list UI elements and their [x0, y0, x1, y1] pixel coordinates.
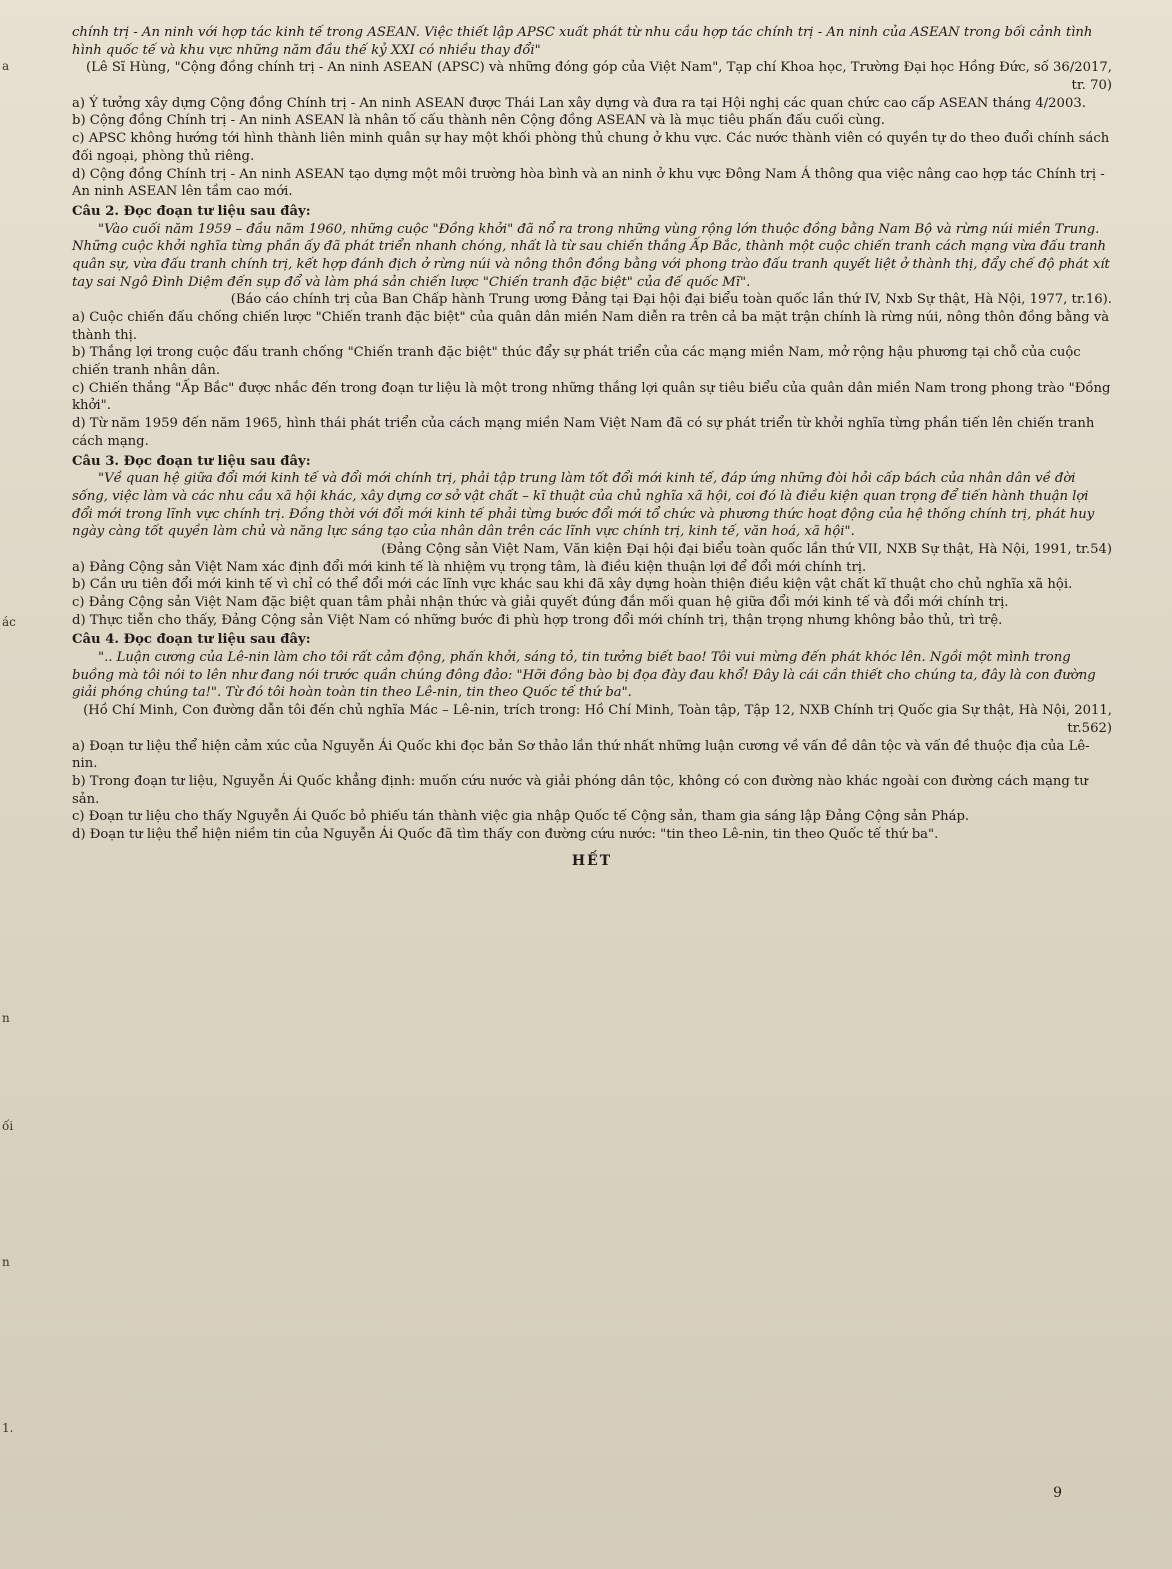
q3-source: (Đảng Cộng sản Việt Nam, Văn kiện Đại hội đại biểu toàn quốc lần thứ VII, NXB Sự thật, Hà Nội, 1991, tr.54)	[381, 541, 1112, 557]
q4-passage: ".. Luận cương của Lê-nin làm cho tôi rất cảm động, phấn khởi, sáng tỏ, tin tưởng biết bao! Tôi vui mừng đến phát khóc lên. Ngồi một mình trong buồng mà tôi nói to lên như đang nói trước quần chúng đông đảo: "Hỡi đồng bào bị đọa đày đau khổ! Đây là cái cần thiết cho chúng ta, đây là con đường giải phóng chúng ta!". Từ đó tôi hoàn toàn tin theo Lê-nin, tin theo Quốc tế thứ ba".	[72, 650, 1096, 701]
margin-mark: a	[2, 59, 10, 73]
q1-passage-end: chính trị - An ninh với hợp tác kinh tế trong ASEAN. Việc thiết lập APSC xuất phát từ nhu cầu hợp tác chính trị - An ninh của ASEAN trong bối cảnh tình hình quốc tế và khu vực những năm đầu thế kỷ XXI có nhiều thay đổi"	[72, 25, 1093, 58]
q4-option-a: a) Đoạn tư liệu thể hiện cảm xúc của Nguyễn Ái Quốc khi đọc bản Sơ thảo lần thứ nhất những luận cương về vấn đề dân tộc và vấn đề thuộc địa của Lê-nin.	[72, 738, 1090, 772]
q3-option-d: d) Thực tiễn cho thấy, Đảng Cộng sản Việt Nam có những bước đi phù hợp trong đổi mới chính trị, thận trọng nhưng không bảo thủ, trì trệ.	[72, 612, 1003, 628]
q2-option-d: d) Từ năm 1959 đến năm 1965, hình thái phát triển của cách mạng miền Nam Việt Nam đã có sự phát triển từ khởi nghĩa từng phần tiến lên chiến tranh cách mạng.	[72, 416, 1095, 449]
q2-source: (Báo cáo chính trị của Ban Chấp hành Trung ương Đảng tại Đại hội đại biểu toàn quốc lần thứ IV, Nxb Sự thật, Hà Nội, 1977, tr.16).	[230, 292, 1112, 308]
q2-heading: Câu 2. Đọc đoạn tư liệu sau đây:	[72, 203, 311, 219]
margin-mark: ối	[2, 1119, 14, 1133]
q3-option-a: a) Đảng Cộng sản Việt Nam xác định đổi mới kinh tế là nhiệm vụ trọng tâm, là điều kiện thuận lợi để đổi mới chính trị.	[72, 559, 867, 575]
q2-option-c: c) Chiến thắng "Ấp Bắc" được nhắc đến trong đoạn tư liệu là một trong những thắng lợi quân sự tiêu biểu của quân dân miền Nam trong phong trào "Đồng khởi".	[72, 380, 1111, 414]
margin-mark: 1.	[2, 1421, 14, 1435]
page-number: 9	[1053, 1485, 1062, 1502]
q1-option-c: c) APSC không hướng tới hình thành liên minh quân sự hay một khối phòng thủ chung ở khu vực. Các nước thành viên có quyền tự do theo đuổi chính sách đối ngoại, phòng thủ riêng.	[72, 131, 1110, 164]
q3-option-c: c) Đảng Cộng sản Việt Nam đặc biệt quan tâm phải nhận thức và giải quyết đúng đắn mối quan hệ giữa đổi mới kinh tế và đổi mới chính trị.	[72, 595, 1009, 610]
q4-source: (Hồ Chí Minh, Con đường dẫn tôi đến chủ nghĩa Mác – Lê-nin, trích trong: Hồ Chí Minh, Toàn tập, Tập 12, NXB Chính trị Quốc gia Sự thật, Hà Nội, 2011, tr.562)	[83, 703, 1112, 736]
q3-option-b: b) Cần ưu tiên đổi mới kinh tế vì chỉ có thể đổi mới các lĩnh vực khác sau khi đã xây dựng hoàn thiện điều kiện vật chất kĩ thuật cho chủ nghĩa xã hội.	[72, 577, 1073, 593]
question-3	[72, 453, 1112, 630]
q2-option-b: b) Thắng lợi trong cuộc đấu tranh chống "Chiến tranh đặc biệt" thúc đẩy sự phát triển của các mạng miền Nam, mở rộng hậu phương tại chỗ của cuộc chiến tranh nhân dân.	[72, 345, 1081, 379]
q4-heading: Câu 4. Đọc đoạn tư liệu sau đây:	[72, 632, 311, 648]
q3-passage: "Về quan hệ giữa đổi mới kinh tế và đổi mới chính trị, phải tập trung làm tốt đổi mới kinh tế, đáp ứng những đòi hỏi cấp bách của nhân dân về đời sống, việc làm và các nhu cầu xã hội khác, xây dựng cơ sở vật chất – kĩ thuật của chủ nghĩa xã hội, coi đó là điều kiện quan trọng để tiến hành thuận lợi đổi mới trong lĩnh vực chính trị. Đồng thời với đổi mới kinh tế phải từng bước đổi mới tổ chức và phương thức hoạt động của hệ thống chính trị, phát huy ngày càng tốt quyền làm chủ và năng lực sáng tạo của nhân dân trên các lĩnh vực chính trị, kinh tế, văn hoá, xã hội".	[72, 471, 1095, 540]
q2-passage: "Vào cuối năm 1959 – đầu năm 1960, những cuộc "Đồng khởi" đã nổ ra trong những vùng rộng lớn thuộc đồng bằng Nam Bộ và rừng núi miền Trung. Những cuộc khởi nghĩa từng phần ấy đã phát triển nhanh chóng, nhất là từ sau chiến thắng Ấp Bắc, thành một cuộc chiến tranh cách mạng vừa đấu tranh quân sự, vừa đấu tranh chính trị, kết hợp đánh địch ở rừng núi và nông thôn đồng bằng với phong trào đấu tranh quyết liệt ở thành thị, đẩy chế độ phát xít tay sai Ngô Đình Diệm đến sụp đổ và làm phá sản chiến lược "Chiến tranh đặc biệt" của đế quốc Mĩ".	[72, 221, 1110, 290]
margin-mark: n	[2, 1255, 10, 1269]
q3-heading: Câu 3. Đọc đoạn tư liệu sau đây:	[72, 453, 311, 469]
q1-option-d: d) Cộng đồng Chính trị - An ninh ASEAN tạo dựng một môi trường hòa bình và an ninh ở khu vực Đông Nam Á thông qua việc nâng cao hợp tác Chính trị - An ninh ASEAN lên tầm cao mới.	[72, 166, 1105, 200]
q4-option-d: d) Đoạn tư liệu thể hiện niềm tin của Nguyễn Ái Quốc đã tìm thấy con đường cứu nước: "tin theo Lê-nin, tin theo Quốc tế thứ ba".	[72, 826, 939, 842]
question-2	[72, 203, 1112, 451]
question-4	[72, 631, 1112, 843]
question-1-tail	[72, 24, 1112, 201]
q4-option-c: c) Đoạn tư liệu cho thấy Nguyễn Ái Quốc bỏ phiếu tán thành việc gia nhập Quốc tế Cộng sản, tham gia sáng lập Đảng Cộng sản Pháp.	[72, 809, 970, 825]
end-marker: HẾT	[571, 852, 613, 869]
q4-option-b: b) Trong đoạn tư liệu, Nguyễn Ái Quốc khẳng định: muốn cứu nước và giải phóng dân tộc, không có con đường nào khác ngoài con đường cách mạng tư sản.	[72, 773, 1088, 807]
q1-option-b: b) Cộng đồng Chính trị - An ninh ASEAN là nhân tố cấu thành nên Cộng đồng ASEAN và là mục tiêu phấn đấu cuối cùng.	[72, 113, 885, 129]
margin-mark: n	[2, 1011, 10, 1025]
q2-option-a: a) Cuộc chiến đấu chống chiến lược "Chiến tranh đặc biệt" của quân dân miền Nam diễn ra trên cả ba mặt trận chính là rừng núi, nông thôn đồng bằng và thành thị.	[72, 310, 1110, 343]
margin-mark: ác	[2, 615, 16, 629]
q1-source: (Lê Sĩ Hùng, "Cộng đồng chính trị - An ninh ASEAN (APSC) và những đóng góp của Việt Nam", Tạp chí Khoa học, Trường Đại học Hồng Đức, số 36/2017, tr. 70)	[85, 60, 1112, 94]
q1-option-a: a) Ý tưởng xây dựng Cộng đồng Chính trị - An ninh ASEAN được Thái Lan xây dựng và đưa ra tại Hội nghị các quan chức cao cấp ASEAN tháng 4/2003.	[72, 95, 1086, 111]
